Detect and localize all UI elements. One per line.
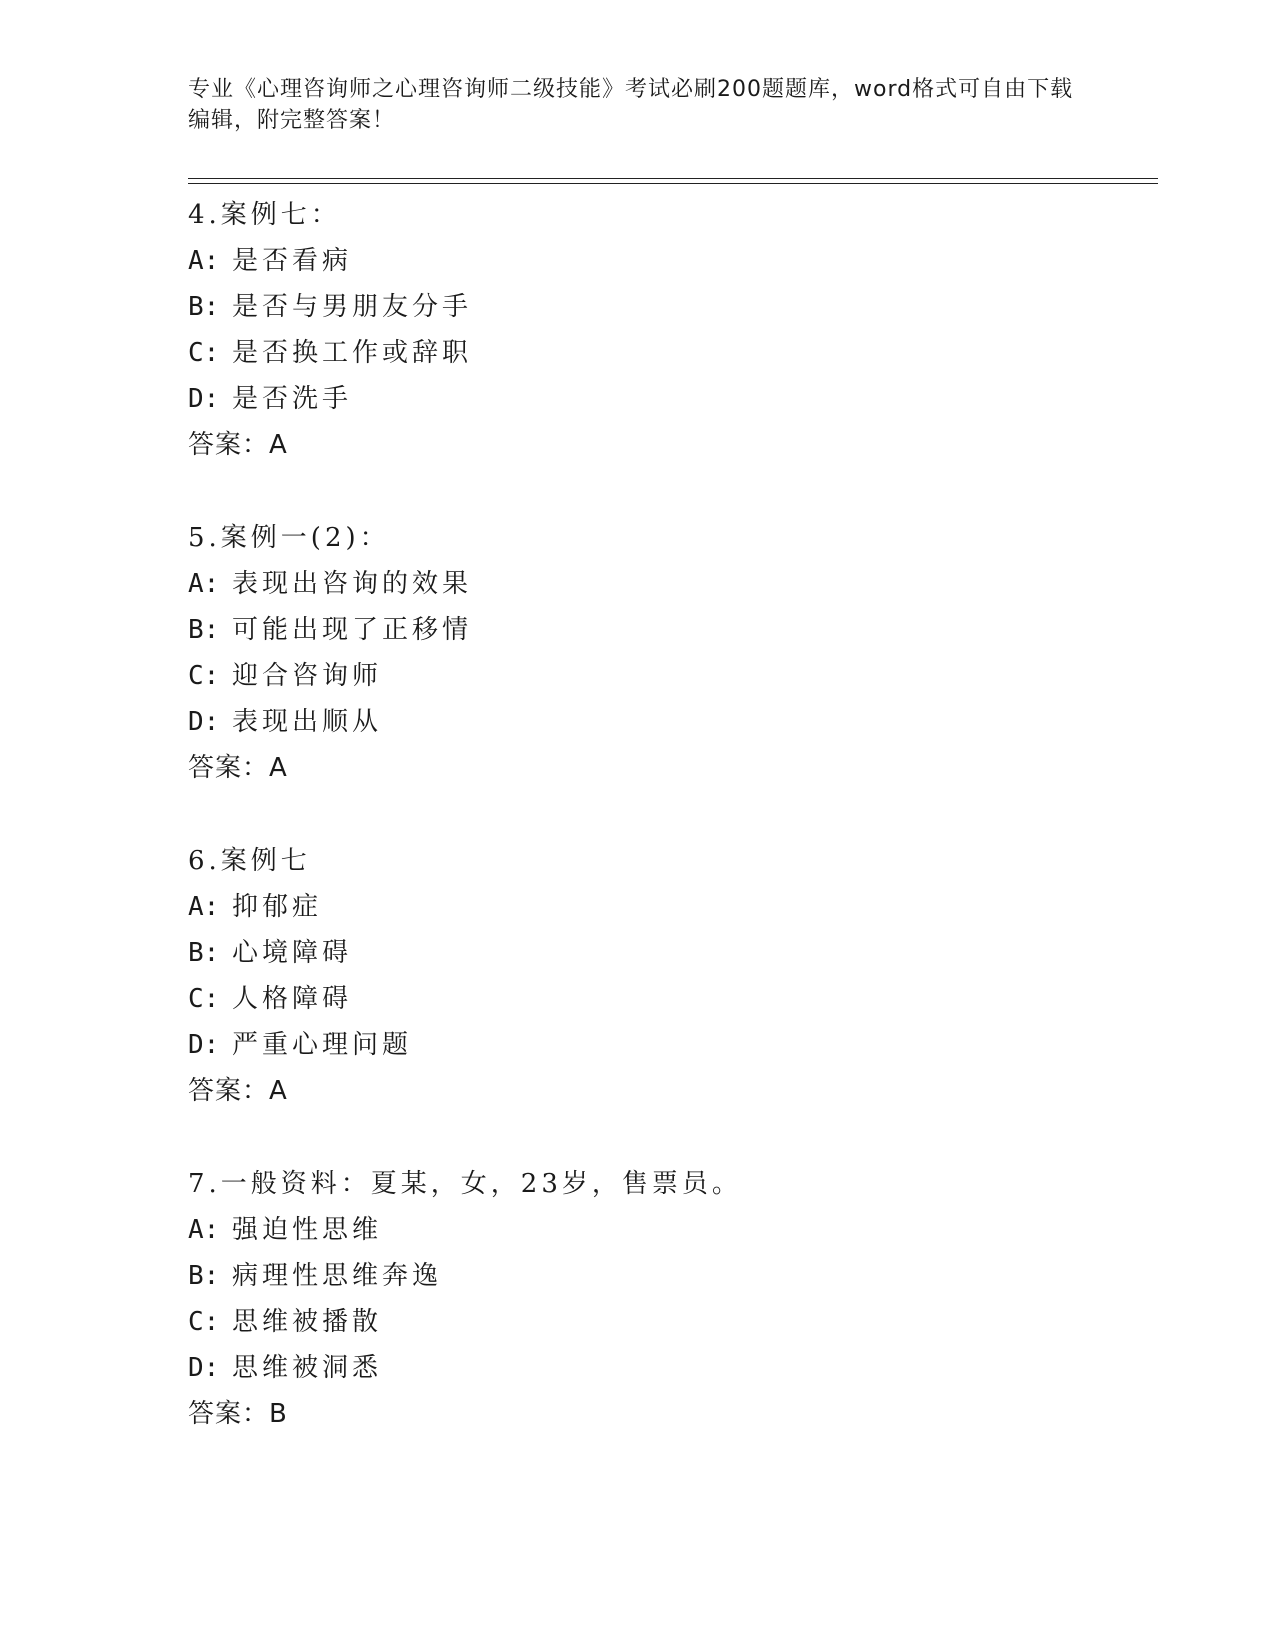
option-a	[188, 1207, 1138, 1253]
question-6	[188, 838, 1138, 1114]
option-text: 表现出顺从	[232, 707, 383, 737]
option-key: A:	[188, 246, 220, 276]
option-key: D:	[188, 707, 220, 737]
option-b	[188, 1253, 1138, 1299]
option-a	[188, 884, 1138, 930]
option-text: 思维被洞悉	[232, 1353, 383, 1383]
question-7	[188, 1161, 1138, 1437]
option-c	[188, 1299, 1138, 1345]
question-list	[188, 192, 1138, 1484]
question-stem: 7.一般资料：夏某，女，23岁，售票员。	[188, 1169, 742, 1199]
option-key: C:	[188, 984, 220, 1014]
option-text: 是否换工作或辞职	[232, 338, 473, 368]
answer-line: 答案：A	[188, 753, 288, 783]
option-text: 表现出咨询的效果	[232, 569, 473, 599]
option-c	[188, 976, 1138, 1022]
option-key: C:	[188, 1307, 220, 1337]
option-text: 是否看病	[232, 246, 353, 276]
option-text: 可能出现了正移情	[232, 615, 473, 645]
question-stem: 4.案例七：	[188, 200, 341, 230]
option-key: D:	[188, 1030, 220, 1060]
option-key: C:	[188, 661, 220, 691]
option-text: 病理性思维奔逸	[232, 1261, 443, 1291]
option-key: B:	[188, 1261, 220, 1291]
option-key: B:	[188, 292, 220, 322]
option-d	[188, 1022, 1138, 1068]
option-d	[188, 1345, 1138, 1391]
option-c	[188, 330, 1138, 376]
option-key: C:	[188, 338, 220, 368]
option-c	[188, 653, 1138, 699]
answer-line: 答案：A	[188, 1076, 288, 1106]
option-b	[188, 607, 1138, 653]
question-4	[188, 192, 1138, 468]
question-stem: 5.案例一(2)：	[188, 523, 390, 553]
option-b	[188, 930, 1138, 976]
answer-line: 答案：A	[188, 430, 288, 460]
answer-line: 答案：B	[188, 1399, 288, 1429]
document-header: 专业《心理咨询师之心理咨询师二级技能》考试必刷200题题库，word格式可自由下载编辑，附完整答案！	[188, 77, 1074, 133]
option-a	[188, 561, 1138, 607]
question-5	[188, 515, 1138, 791]
option-b	[188, 284, 1138, 330]
option-key: D:	[188, 1353, 220, 1383]
option-key: A:	[188, 1215, 220, 1245]
option-a	[188, 238, 1138, 284]
option-text: 心境障碍	[232, 938, 353, 968]
option-key: D:	[188, 384, 220, 414]
question-stem: 6.案例七	[188, 846, 311, 876]
option-key: A:	[188, 569, 220, 599]
option-text: 是否与男朋友分手	[232, 292, 473, 322]
option-text: 抑郁症	[232, 892, 323, 922]
option-key: B:	[188, 615, 220, 645]
option-text: 人格障碍	[232, 984, 353, 1014]
header-divider-top	[188, 178, 1158, 179]
option-text: 迎合咨询师	[232, 661, 383, 691]
option-text: 严重心理问题	[232, 1030, 413, 1060]
option-d	[188, 699, 1138, 745]
option-d	[188, 376, 1138, 422]
option-text: 强迫性思维	[232, 1215, 383, 1245]
option-key: B:	[188, 938, 220, 968]
option-text: 是否洗手	[232, 384, 353, 414]
header-divider-bottom	[188, 183, 1158, 184]
option-key: A:	[188, 892, 220, 922]
option-text: 思维被播散	[232, 1307, 383, 1337]
